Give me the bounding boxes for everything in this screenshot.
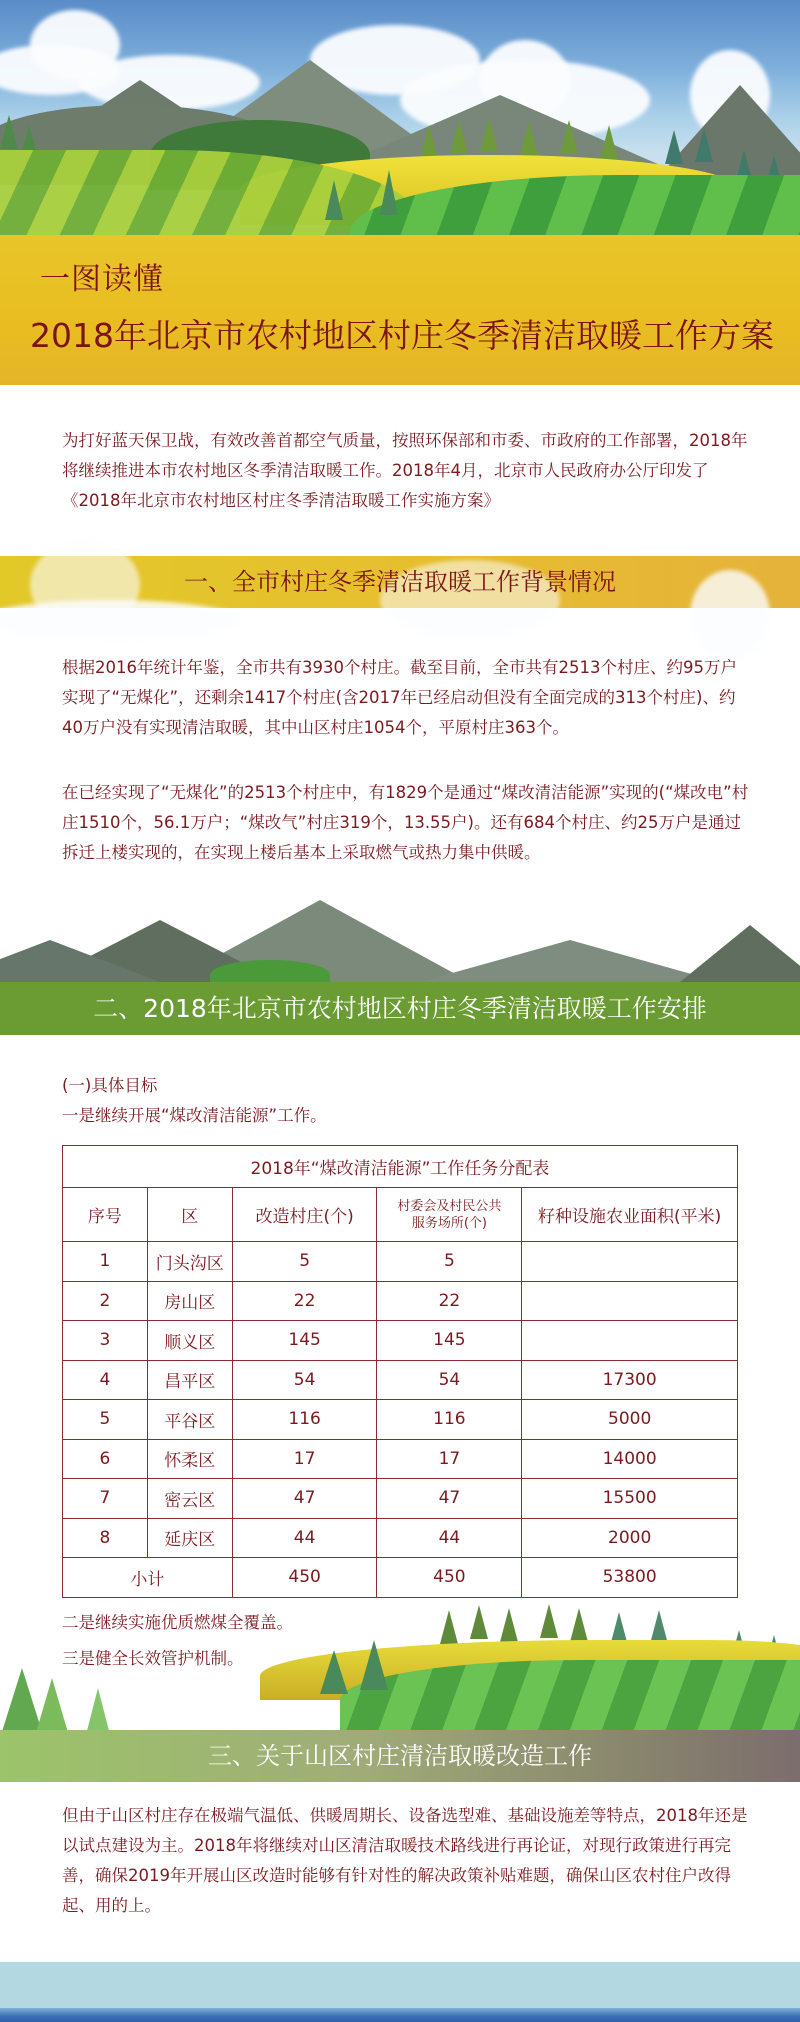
section1-paragraph-2: 在已经实现了“无煤化”的2513个村庄中，有1829个是通过“煤改清洁能源”实现的(“煤改电”村庄1510个，56.1万户；“煤改气”村庄319个，13.55户)。还有684个村庄、约25万户是通过拆迁上楼实现的，在实现上楼后基本上采取燃气或热力集中供暖。 [62,783,749,862]
table-row [63,1518,738,1558]
cell-index: 6 [63,1439,148,1479]
section2-item-2: 二是继续实施优质燃煤全覆盖。 [62,1613,293,1632]
cell-index: 1 [63,1242,148,1282]
header-district: 区 [147,1188,232,1242]
cell-district: 平谷区 [147,1400,232,1440]
table-row [63,1360,738,1400]
cell-index: 4 [63,1360,148,1400]
table-caption: 2018年“煤改清洁能源”工作任务分配表 [63,1146,738,1188]
section1-title: 一、全市村庄冬季清洁取暖工作背景情况 [184,568,616,596]
cell-villages: 17 [232,1439,377,1479]
cell-area: 14000 [522,1439,738,1479]
cell-villages: 54 [232,1360,377,1400]
section3-title: 三、关于山区村庄清洁取暖改造工作 [208,1742,592,1770]
table-row [63,1439,738,1479]
cell-district: 顺义区 [147,1321,232,1361]
footer-stripe [0,2008,800,2022]
table-row [63,1242,738,1282]
cell-area [522,1242,738,1282]
section2-title: 二、2018年北京市农村地区村庄冬季清洁取暖工作安排 [93,994,707,1023]
cell-facilities: 5 [377,1242,522,1282]
header-facilities: 村委会及村民公共服务场所(个) [377,1188,522,1242]
total-facilities: 450 [377,1558,522,1598]
cell-district: 怀柔区 [147,1439,232,1479]
cell-district: 房山区 [147,1281,232,1321]
table-row [63,1400,738,1440]
header-area: 籽种设施农业面积(平米) [522,1188,738,1242]
cloud-decoration [0,600,800,660]
table-row [63,1479,738,1519]
cell-district: 密云区 [147,1479,232,1519]
header-index: 序号 [63,1188,148,1242]
cell-villages: 22 [232,1281,377,1321]
table-row [63,1321,738,1361]
cell-facilities: 17 [377,1439,522,1479]
cell-facilities: 47 [377,1479,522,1519]
hero-subtitle: 一图读懂 [40,262,164,297]
cell-index: 8 [63,1518,148,1558]
total-label: 小计 [63,1558,233,1598]
section2-item-3: 三是健全长效管护机制。 [62,1649,244,1668]
cell-index: 2 [63,1281,148,1321]
page-title: 2018年北京市农村地区村庄冬季清洁取暖工作方案 [30,316,774,355]
header-villages: 改造村庄(个) [232,1188,377,1242]
section2-subheading: (一)具体目标 [62,1076,158,1095]
cell-facilities: 54 [377,1360,522,1400]
cell-facilities: 116 [377,1400,522,1440]
table-row [63,1281,738,1321]
intro-paragraph: 为打好蓝天保卫战，有效改善首都空气质量，按照环保部和市委、市政府的工作部署，2018年将继续推进本市农村地区冬季清洁取暖工作。2018年4月，北京市人民政府办公厅印发了《2018年北京市农村地区村庄冬季清洁取暖工作实施方案》 [62,431,748,510]
cell-area: 17300 [522,1360,738,1400]
cell-district: 延庆区 [147,1518,232,1558]
section3-paragraph: 但由于山区村庄存在极端气温低、供暖周期长、设备选型难、基础设施差等特点，2018年还是以试点建设为主。2018年将继续对山区清洁取暖技术路线进行再论证，对现行政策进行再完善，确保2019年开展山区改造时能够有针对性的解决政策补贴难题，确保山区农村住户改得起、用的上。 [62,1806,748,1915]
cell-villages: 116 [232,1400,377,1440]
total-area: 53800 [522,1558,738,1598]
cell-area: 5000 [522,1400,738,1440]
cell-villages: 5 [232,1242,377,1282]
mountain-decoration [0,900,800,982]
cell-facilities: 145 [377,1321,522,1361]
cell-area [522,1321,738,1361]
cell-index: 3 [63,1321,148,1361]
cell-index: 7 [63,1479,148,1519]
cell-facilities: 22 [377,1281,522,1321]
table-total-row [63,1558,738,1598]
cell-district: 门头沟区 [147,1242,232,1282]
total-villages: 450 [232,1558,377,1598]
cell-area: 2000 [522,1518,738,1558]
cell-villages: 145 [232,1321,377,1361]
task-allocation-table [62,1145,738,1598]
cell-area [522,1281,738,1321]
cell-villages: 44 [232,1518,377,1558]
cell-facilities: 44 [377,1518,522,1558]
cell-villages: 47 [232,1479,377,1519]
section1-paragraph-1: 根据2016年统计年鉴，全市共有3930个村庄。截至目前，全市共有2513个村庄、约95万户实现了“无煤化”，还剩余1417个村庄(含2017年已经启动但没有全面完成的313个村庄)、约40万户没有实现清洁取暖，其中山区村庄1054个，平原村庄363个。 [62,658,737,737]
cell-area: 15500 [522,1479,738,1519]
cell-index: 5 [63,1400,148,1440]
table-header-row [63,1188,738,1242]
footer-band [0,1962,800,2008]
cell-district: 昌平区 [147,1360,232,1400]
section2-item-1: 一是继续开展“煤改清洁能源”工作。 [62,1106,327,1125]
